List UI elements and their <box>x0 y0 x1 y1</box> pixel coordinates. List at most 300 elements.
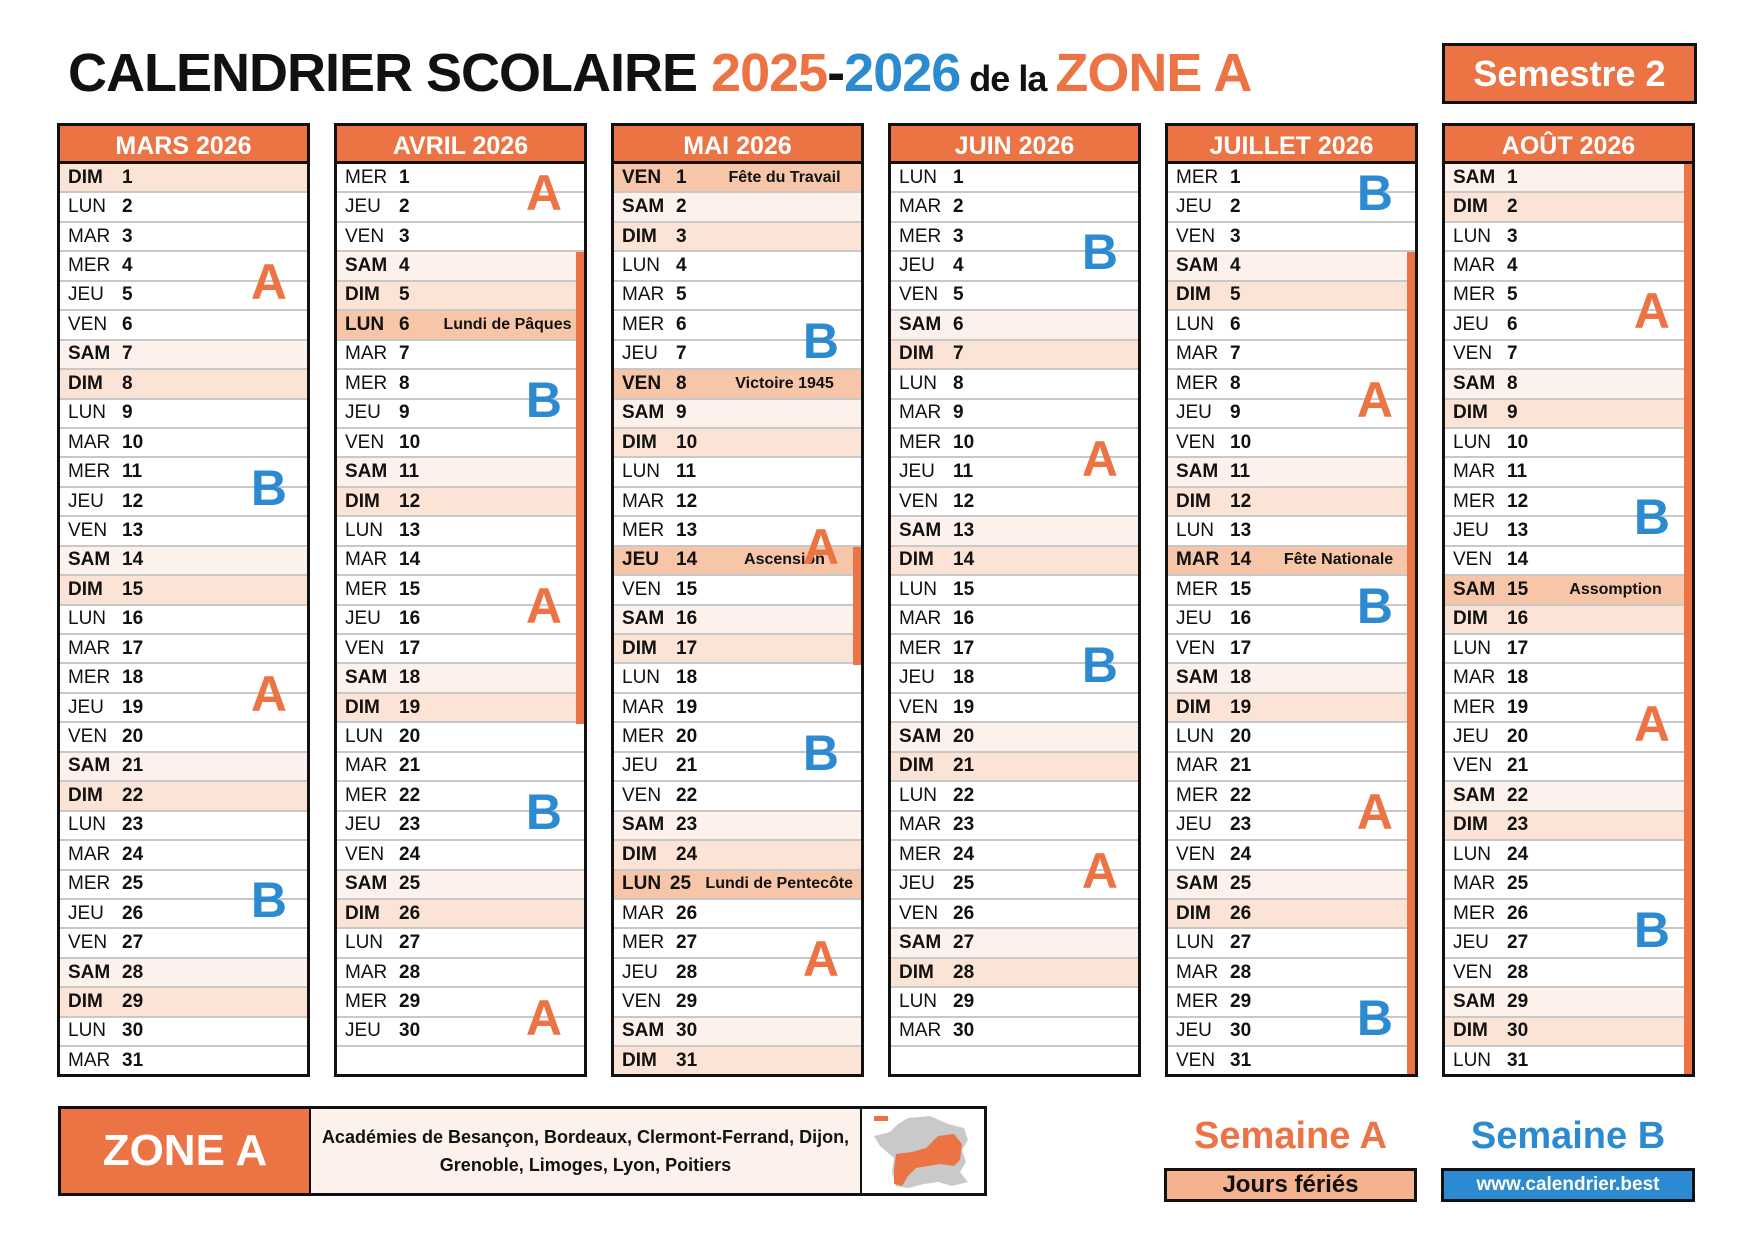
day-row <box>1168 635 1415 664</box>
day-number: 25 <box>1507 873 1529 895</box>
day-name: DIM <box>622 225 657 247</box>
day-number: 25 <box>399 873 421 895</box>
day-name: LUN <box>345 519 384 541</box>
day-number: 8 <box>1507 372 1518 394</box>
day-name: LUN <box>899 990 938 1012</box>
day-number: 3 <box>676 225 687 247</box>
day-row <box>60 193 307 222</box>
day-number: 24 <box>1230 843 1252 865</box>
day-name: MER <box>1176 990 1219 1012</box>
day-row <box>891 488 1138 517</box>
day-number: 11 <box>676 461 697 483</box>
day-name: MER <box>1453 490 1496 512</box>
week-letter-b: B <box>1633 901 1670 958</box>
day-row <box>1445 576 1692 605</box>
legend-jours-feries: Jours fériés <box>1164 1168 1417 1202</box>
day-row <box>1445 959 1692 988</box>
day-name: VEN <box>68 519 108 541</box>
day-name: SAM <box>68 549 111 571</box>
day-number: 27 <box>1507 932 1529 954</box>
day-name: MAR <box>345 961 388 983</box>
day-number: 2 <box>122 196 133 218</box>
day-number: 30 <box>1230 1020 1252 1042</box>
day-row <box>614 164 861 193</box>
day-number: 6 <box>1230 313 1241 335</box>
day-number: 11 <box>399 461 420 483</box>
day-name: DIM <box>1176 902 1211 924</box>
holiday-label: Victoire 1945 <box>735 374 834 392</box>
day-number: 30 <box>1507 1020 1529 1042</box>
day-row <box>60 1047 307 1076</box>
page-title <box>68 38 1251 108</box>
day-row <box>1168 753 1415 782</box>
day-number: 21 <box>122 755 144 777</box>
day-row <box>891 547 1138 576</box>
day-number: 27 <box>122 932 144 954</box>
month-column <box>334 123 587 1077</box>
week-letter-a: A <box>250 253 287 310</box>
week-letter-a: A <box>525 990 562 1047</box>
week-letter-b: B <box>1356 165 1393 222</box>
day-number: 10 <box>399 431 421 453</box>
day-name: VEN <box>899 696 939 718</box>
day-number: 12 <box>1507 490 1529 512</box>
day-name: VEN <box>1176 1049 1216 1071</box>
day-row <box>891 370 1138 399</box>
day-row <box>614 252 861 281</box>
day-number: 18 <box>1507 667 1529 689</box>
day-name: LUN <box>1176 313 1215 335</box>
day-number: 13 <box>1507 519 1529 541</box>
day-number: 1 <box>1507 166 1518 188</box>
day-number: 13 <box>1230 519 1252 541</box>
day-number: 19 <box>953 696 975 718</box>
month-column <box>888 123 1141 1077</box>
day-row <box>891 517 1138 546</box>
day-row <box>1168 959 1415 988</box>
day-name: MAR <box>899 196 942 218</box>
day-name: JEU <box>68 696 104 718</box>
day-name: JEU <box>345 814 381 836</box>
day-row <box>1168 282 1415 311</box>
day-row <box>1445 341 1692 370</box>
day-row <box>337 458 584 487</box>
day-row <box>891 311 1138 340</box>
day-number: 15 <box>399 578 421 600</box>
day-number: 18 <box>122 667 144 689</box>
day-row <box>60 1018 307 1047</box>
day-number: 1 <box>676 166 687 188</box>
day-row <box>60 959 307 988</box>
day-row <box>891 400 1138 429</box>
day-name: MAR <box>68 431 111 453</box>
day-name: MAR <box>1176 343 1219 365</box>
vacation-bar <box>1684 164 1692 1077</box>
day-row <box>614 1047 861 1076</box>
day-list <box>60 164 307 1077</box>
zone-label: ZONE A <box>61 1109 311 1193</box>
month-column <box>57 123 310 1077</box>
day-row <box>1445 223 1692 252</box>
week-letter-a: A <box>1633 283 1670 340</box>
day-row <box>337 871 584 900</box>
day-number: 28 <box>399 961 421 983</box>
day-row <box>337 429 584 458</box>
day-row <box>60 370 307 399</box>
day-name: DIM <box>899 755 934 777</box>
day-name: DIM <box>1453 608 1488 630</box>
day-name: MAR <box>68 843 111 865</box>
day-number: 15 <box>1507 578 1529 600</box>
day-number: 13 <box>122 519 144 541</box>
day-name: MAR <box>622 490 665 512</box>
day-name: MAR <box>68 637 111 659</box>
day-row <box>891 782 1138 811</box>
day-row <box>614 193 861 222</box>
day-number: 25 <box>953 873 975 895</box>
day-name: VEN <box>1176 843 1216 865</box>
day-number: 1 <box>399 166 410 188</box>
day-row <box>614 988 861 1017</box>
day-number: 8 <box>122 372 133 394</box>
day-row <box>1445 400 1692 429</box>
day-row <box>614 782 861 811</box>
day-number: 31 <box>1230 1049 1252 1071</box>
day-row <box>1445 458 1692 487</box>
day-row <box>60 429 307 458</box>
day-name: DIM <box>345 490 380 512</box>
day-name: SAM <box>899 932 942 954</box>
day-name: MAR <box>1453 255 1496 277</box>
title-connector: de la <box>960 58 1056 99</box>
day-row <box>891 576 1138 605</box>
day-number: 9 <box>122 402 133 424</box>
day-name: MER <box>1176 784 1219 806</box>
day-name: SAM <box>1453 166 1496 188</box>
day-name: MAR <box>899 1020 942 1042</box>
day-name: MAR <box>1453 667 1496 689</box>
day-name: SAM <box>345 461 388 483</box>
day-name: VEN <box>899 490 939 512</box>
vacation-bar <box>576 252 584 723</box>
day-number: 21 <box>1230 755 1252 777</box>
zone-info-box <box>58 1106 987 1196</box>
day-name: MER <box>1453 902 1496 924</box>
day-name: SAM <box>1453 990 1496 1012</box>
day-name: MAR <box>622 284 665 306</box>
day-number: 21 <box>676 755 698 777</box>
day-name: SAM <box>1176 873 1219 895</box>
day-number: 31 <box>1507 1049 1529 1071</box>
holiday-label: Ascension <box>744 551 825 569</box>
day-number: 9 <box>399 402 410 424</box>
day-number: 4 <box>676 255 687 277</box>
day-number: 3 <box>399 225 410 247</box>
day-name: DIM <box>1453 1020 1488 1042</box>
day-name: SAM <box>1453 372 1496 394</box>
day-number: 11 <box>122 461 143 483</box>
day-row <box>60 929 307 958</box>
day-name: JEU <box>1453 519 1489 541</box>
title-prefix: CALENDRIER SCOLAIRE <box>68 43 712 103</box>
day-row <box>60 400 307 429</box>
day-number: 6 <box>1507 313 1518 335</box>
title-year-start: 2025 <box>711 43 828 103</box>
day-row <box>891 193 1138 222</box>
day-name: DIM <box>1176 284 1211 306</box>
day-row <box>60 606 307 635</box>
day-name: VEN <box>622 166 662 188</box>
day-row <box>891 988 1138 1017</box>
day-name: LUN <box>68 402 107 424</box>
day-number: 13 <box>676 519 698 541</box>
day-number: 16 <box>1507 608 1529 630</box>
day-row <box>614 223 861 252</box>
week-letter-a: A <box>525 577 562 634</box>
day-row <box>614 664 861 693</box>
day-name: JEU <box>899 255 935 277</box>
day-name: MER <box>1453 284 1496 306</box>
day-name: SAM <box>622 1020 665 1042</box>
academies-line-1: Académies de Besançon, Bordeaux, Clermont-Ferrand, Dijon, <box>321 1127 850 1147</box>
day-row <box>891 341 1138 370</box>
day-number: 14 <box>399 549 421 571</box>
day-number: 26 <box>1230 902 1252 924</box>
day-number: 9 <box>1230 402 1241 424</box>
day-name: VEN <box>1176 431 1216 453</box>
day-name: JEU <box>345 608 381 630</box>
holiday-label: Assomption <box>1569 580 1662 598</box>
day-number: 20 <box>1230 726 1252 748</box>
day-name: JEU <box>622 961 658 983</box>
day-number: 20 <box>1507 726 1529 748</box>
day-name: LUN <box>1176 726 1215 748</box>
day-number: 17 <box>399 637 421 659</box>
day-number: 8 <box>953 372 964 394</box>
day-number: 10 <box>1230 431 1252 453</box>
week-letter-b: B <box>1356 990 1393 1047</box>
day-number: 24 <box>676 843 698 865</box>
day-number: 7 <box>676 343 687 365</box>
day-name: LUN <box>1453 431 1492 453</box>
day-name: MER <box>1453 696 1496 718</box>
week-letter-a: A <box>802 931 839 988</box>
day-name: MAR <box>345 343 388 365</box>
day-number: 19 <box>399 696 421 718</box>
day-number: 24 <box>122 843 144 865</box>
day-number: 5 <box>1230 284 1241 306</box>
day-number: 12 <box>122 490 144 512</box>
day-row <box>614 370 861 399</box>
day-row <box>337 664 584 693</box>
day-name: MER <box>622 932 665 954</box>
day-row <box>1168 488 1415 517</box>
day-name: LUN <box>345 932 384 954</box>
day-row <box>1445 753 1692 782</box>
day-number: 19 <box>1230 696 1252 718</box>
day-row <box>337 547 584 576</box>
day-name: MER <box>68 667 111 689</box>
day-name: MER <box>345 166 388 188</box>
day-number: 12 <box>676 490 698 512</box>
day-name: DIM <box>345 284 380 306</box>
day-name: VEN <box>899 284 939 306</box>
day-number: 27 <box>1230 932 1252 954</box>
day-name: MAR <box>1176 961 1219 983</box>
day-name: JEU <box>1453 726 1489 748</box>
day-name: VEN <box>345 843 385 865</box>
day-number: 31 <box>676 1049 698 1071</box>
week-letter-b: B <box>1356 577 1393 634</box>
day-row <box>1445 812 1692 841</box>
day-row <box>1168 1047 1415 1076</box>
day-number: 23 <box>953 814 975 836</box>
day-number: 15 <box>676 578 698 600</box>
title-year-end: 2026 <box>844 43 961 103</box>
day-name: DIM <box>622 637 657 659</box>
month-header: MAI 2026 <box>614 126 861 164</box>
day-row <box>1168 664 1415 693</box>
day-name: LUN <box>1453 637 1492 659</box>
day-row <box>1168 694 1415 723</box>
holiday-label: Fête du Travail <box>728 168 841 186</box>
day-number: 5 <box>676 284 687 306</box>
day-name: JEU <box>1176 608 1212 630</box>
day-name: JEU <box>1453 313 1489 335</box>
day-row <box>1168 458 1415 487</box>
day-name: LUN <box>622 667 661 689</box>
day-number: 28 <box>676 961 698 983</box>
day-number: 16 <box>122 608 144 630</box>
day-name: MAR <box>899 402 942 424</box>
day-number: 18 <box>1230 667 1252 689</box>
day-row <box>891 606 1138 635</box>
day-list <box>614 164 861 1077</box>
day-name: VEN <box>68 932 108 954</box>
day-row <box>614 635 861 664</box>
day-name: SAM <box>345 667 388 689</box>
day-row <box>1168 429 1415 458</box>
day-row <box>1445 370 1692 399</box>
day-number: 4 <box>122 255 133 277</box>
day-number: 28 <box>953 961 975 983</box>
website-link[interactable]: www.calendrier.best <box>1441 1168 1695 1202</box>
day-number: 4 <box>1230 255 1241 277</box>
day-number: 26 <box>122 902 144 924</box>
day-name: VEN <box>345 637 385 659</box>
day-number: 15 <box>1230 578 1252 600</box>
day-number: 23 <box>676 814 698 836</box>
day-number: 3 <box>1507 225 1518 247</box>
day-name: VEN <box>68 726 108 748</box>
day-row <box>60 812 307 841</box>
week-letter-a: A <box>802 518 839 575</box>
day-number: 18 <box>953 667 975 689</box>
day-number: 30 <box>676 1020 698 1042</box>
day-name: JEU <box>1176 814 1212 836</box>
day-row <box>1445 635 1692 664</box>
day-row <box>1445 606 1692 635</box>
day-list <box>337 164 584 1047</box>
day-number: 30 <box>399 1020 421 1042</box>
academies-line-2: Grenoble, Limoges, Lyon, Poitiers <box>439 1155 732 1175</box>
day-number: 12 <box>399 490 421 512</box>
day-name: JEU <box>622 755 658 777</box>
month-header: JUILLET 2026 <box>1168 126 1415 164</box>
day-name: VEN <box>899 902 939 924</box>
day-name: MER <box>899 637 942 659</box>
day-number: 6 <box>399 313 410 335</box>
day-number: 7 <box>1230 343 1241 365</box>
week-letter-a: A <box>525 165 562 222</box>
week-letter-a: A <box>250 666 287 723</box>
day-name: LUN <box>68 196 107 218</box>
month-header: MARS 2026 <box>60 126 307 164</box>
day-name: VEN <box>1176 225 1216 247</box>
day-name: MAR <box>899 608 942 630</box>
day-number: 27 <box>676 932 698 954</box>
day-number: 15 <box>122 578 144 600</box>
day-number: 22 <box>399 784 421 806</box>
month-column <box>1442 123 1695 1077</box>
title-dash: - <box>827 43 845 103</box>
day-number: 1 <box>122 166 133 188</box>
day-number: 6 <box>953 313 964 335</box>
day-name: DIM <box>345 696 380 718</box>
day-name: JEU <box>899 461 935 483</box>
day-name: DIM <box>68 166 103 188</box>
day-row <box>891 959 1138 988</box>
week-letter-b: B <box>250 459 287 516</box>
day-name: SAM <box>68 961 111 983</box>
day-row <box>614 429 861 458</box>
day-name: LUN <box>1453 225 1492 247</box>
day-row <box>337 959 584 988</box>
day-list <box>891 164 1138 1047</box>
day-number: 2 <box>399 196 410 218</box>
day-row <box>337 929 584 958</box>
day-name: LUN <box>899 784 938 806</box>
day-name: LUN <box>622 873 662 895</box>
day-row <box>1168 929 1415 958</box>
day-number: 14 <box>953 549 975 571</box>
day-row <box>60 164 307 193</box>
day-name: LUN <box>68 608 107 630</box>
day-number: 12 <box>953 490 975 512</box>
day-number: 24 <box>399 843 421 865</box>
day-row <box>60 635 307 664</box>
day-number: 26 <box>399 902 421 924</box>
day-number: 20 <box>953 726 975 748</box>
month-header: AVRIL 2026 <box>337 126 584 164</box>
day-name: JEU <box>68 490 104 512</box>
day-row <box>1168 517 1415 546</box>
day-number: 8 <box>676 372 687 394</box>
day-row <box>614 488 861 517</box>
day-row <box>614 606 861 635</box>
day-row <box>1168 341 1415 370</box>
day-number: 13 <box>953 519 975 541</box>
week-letter-b: B <box>525 371 562 428</box>
day-name: MER <box>1176 372 1219 394</box>
day-number: 6 <box>122 313 133 335</box>
day-row <box>891 282 1138 311</box>
day-name: DIM <box>1453 402 1488 424</box>
legend-semaine-b: Semaine B <box>1470 1115 1666 1157</box>
day-number: 20 <box>399 726 421 748</box>
day-name: MER <box>622 519 665 541</box>
day-name: LUN <box>899 166 938 188</box>
